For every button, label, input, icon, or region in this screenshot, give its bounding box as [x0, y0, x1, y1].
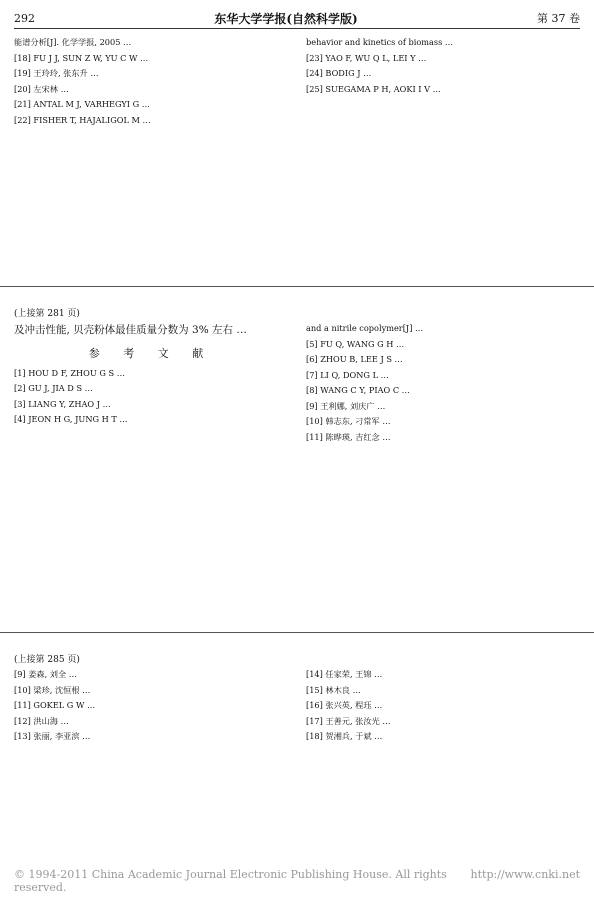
reference-item: [2] GU J, JIA D S …	[14, 383, 93, 393]
block2-right-column	[306, 322, 580, 446]
page-number: 292	[14, 11, 35, 25]
reference-item: [23] YAO F, WU Q L, LEI Y …	[306, 52, 427, 63]
reference-item: [7] LI Q, DONG L …	[306, 369, 389, 380]
volume-label: 第 37 卷	[536, 12, 580, 25]
reference-item: [13] 张丽, 李亚滨 …	[14, 731, 91, 741]
reference-item: [15] 林木良 …	[306, 684, 361, 695]
block1-right-column	[306, 36, 580, 98]
divider-1	[0, 286, 594, 287]
references-title: 参 考 文 献	[88, 347, 214, 360]
body-text: 及冲击性能, 贝壳粉体最佳质量分数为 3% 左右 …	[14, 324, 247, 336]
reference-item: behavior and kinetics of biomass …	[306, 37, 454, 47]
copyright-notice: © 1994-2011 China Academic Journal Electronic Publishing House. All rights reserved.	[14, 868, 447, 894]
reference-item: [20] 左宋林 …	[14, 83, 69, 94]
reference-item: [18] FU J J, SUN Z W, YU C W …	[14, 52, 149, 63]
reference-item: [19] 王玲玲, 张东升 …	[14, 68, 99, 78]
reference-item: [25] SUEGAMA P H, AOKI I V …	[306, 83, 441, 94]
reference-item: [9] 王利娜, 刘庆广 …	[306, 400, 386, 411]
reference-item: [10] 韩志东, 刁常军 …	[306, 416, 391, 426]
reference-item: [9] 姜森, 刘全 …	[14, 669, 77, 679]
block3-right-column	[306, 668, 580, 746]
reference-item: [21] ANTAL M J, VARHEGYI G …	[14, 99, 150, 109]
reference-item: [4] JEON H G, JUNG H T …	[14, 414, 128, 424]
reference-item: [18] 贺湘兵, 于斌 …	[306, 731, 383, 741]
reference-item: [11] 陈晔瑛, 吉红念 …	[306, 431, 391, 442]
continued-label-1: (上接第 281 页)	[14, 309, 80, 319]
page-header	[14, 8, 580, 29]
page-footer	[14, 868, 580, 894]
reference-item: [10] 梁珍, 沈恒根 …	[14, 684, 91, 695]
journal-title: 东华大学学报(自然科学版)	[214, 11, 358, 26]
footer-url: http://www.cnki.net	[470, 868, 580, 881]
block2-left-column	[14, 322, 288, 429]
reference-item: [5] FU Q, WANG G H …	[306, 338, 405, 349]
reference-item: [11] GOKEL G W …	[14, 700, 96, 710]
reference-item: [1] HOU D F, ZHOU G S …	[14, 367, 125, 378]
reference-item: [16] 张兴英, 程珏 …	[306, 700, 383, 710]
reference-item: 能谱分析[J]. 化学学报, 2005 …	[14, 37, 132, 47]
reference-item: [24] BODIG J …	[306, 68, 372, 78]
reference-item: and a nitrile copolymer[J] …	[306, 323, 424, 333]
reference-item: [14] 任家荣, 王锦 …	[306, 669, 383, 679]
reference-item: [8] WANG C Y, PIAO C …	[306, 385, 410, 395]
divider-2	[0, 632, 594, 633]
block1-left-column	[14, 36, 288, 129]
block3-left-column	[14, 668, 288, 746]
continued-label-2: (上接第 285 页)	[14, 655, 80, 665]
reference-item: [17] 王善元, 张汝光 …	[306, 715, 391, 726]
reference-item: [6] ZHOU B, LEE J S …	[306, 354, 403, 364]
reference-item: [22] FISHER T, HAJALIGOL M …	[14, 114, 151, 125]
reference-item: [12] 洪山海 …	[14, 715, 69, 726]
reference-item: [3] LIANG Y, ZHAO J …	[14, 398, 111, 409]
